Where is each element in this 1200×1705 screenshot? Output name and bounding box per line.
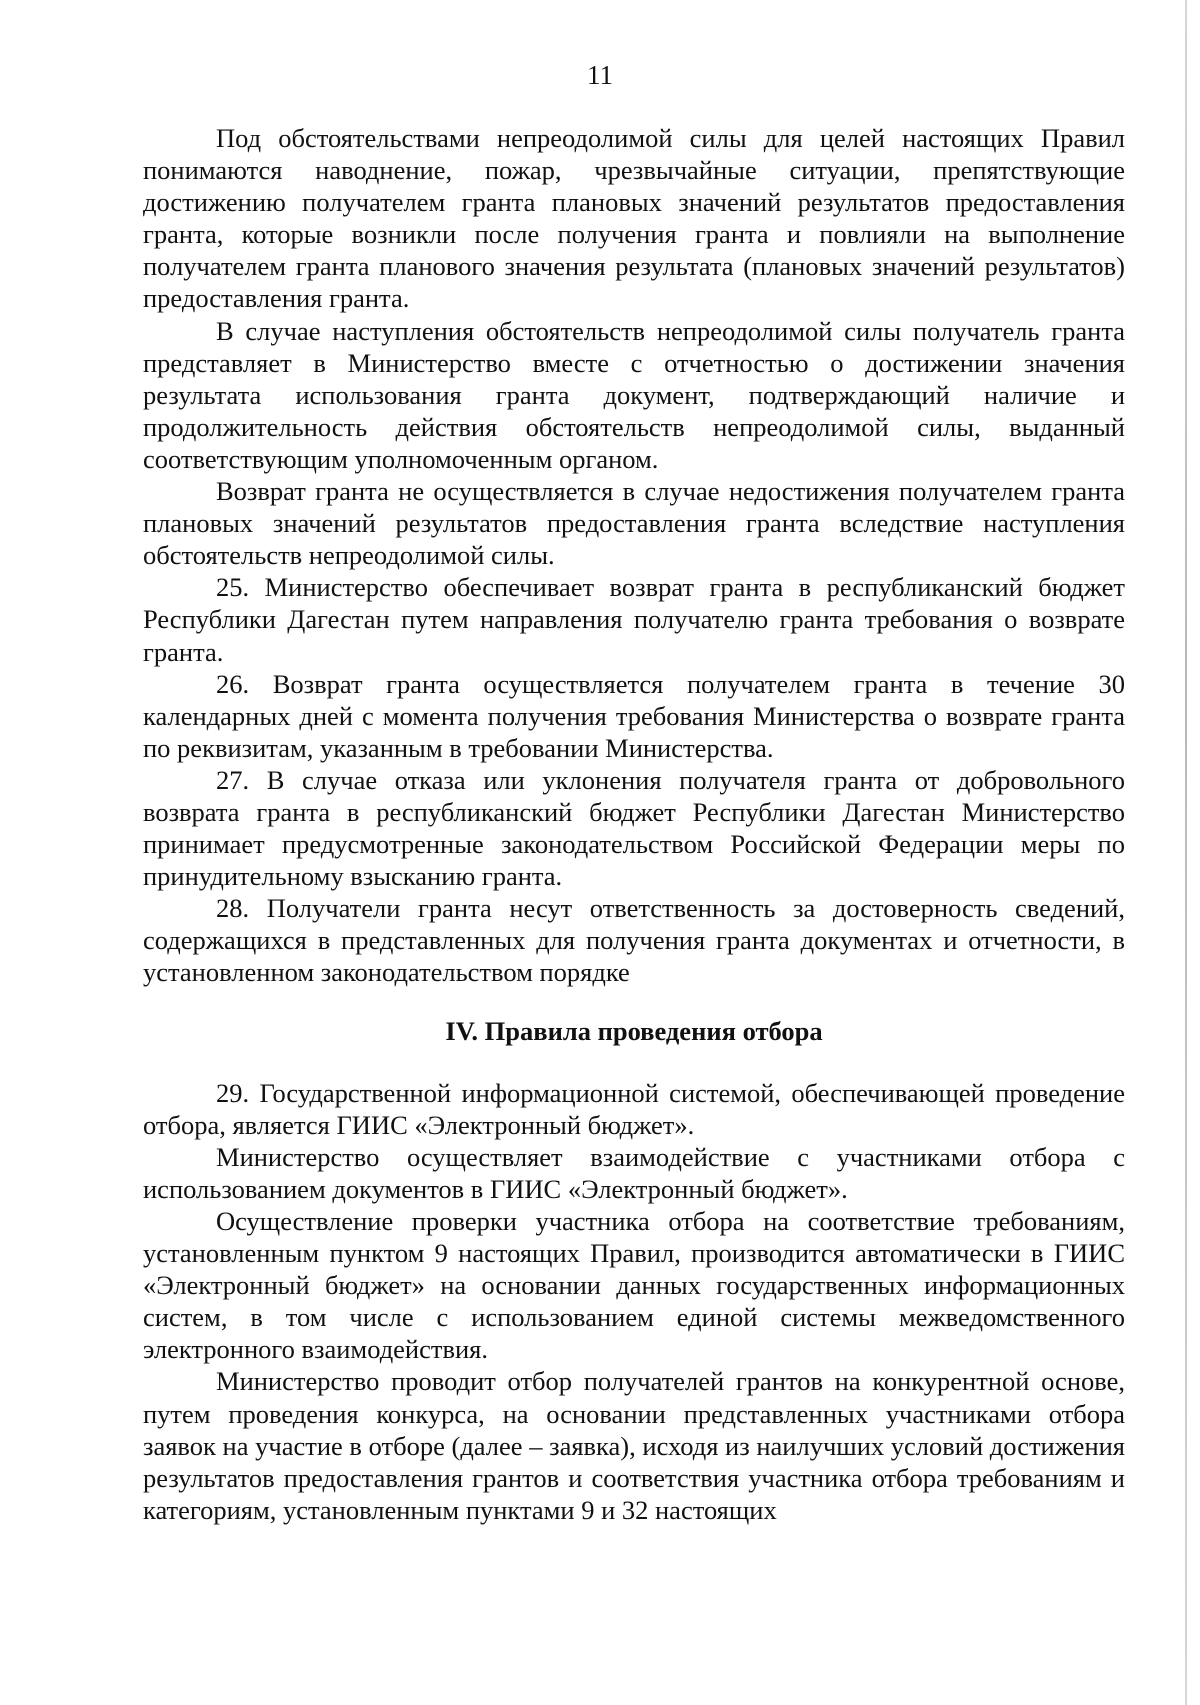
page-number: 11 [587, 60, 613, 90]
paragraph: 28. Получатели гранта несут ответственность за достоверность сведений, содержащихся в представленных для получения гранта документах и отчетности, в установленном законодательством порядке [143, 893, 1125, 988]
section-heading: IV. Правила проведения отбора [445, 1015, 823, 1046]
scan-edge-line [1185, 0, 1187, 1705]
paragraph: Министерство проводит отбор получателей грантов на конкурентной основе, путем проведения конкурса, на основании представленных участниками отбора заявок на участие в отборе (далее – заявка), исходя из наилучших условий достижения результатов предоставления грантов и соответствия участника отбора требованиям и категориям, установленным пунктами 9 и 32 настоящих [143, 1366, 1125, 1525]
paragraph: Осуществление проверки участника отбора на соответствие требованиям, установленным пунктом 9 настоящих Правил, производится автоматически в ГИИС «Электронный бюджет» на основании данных государственных информационных систем, в том числе с использованием единой системы межведомственного электронного взаимодействия. [143, 1206, 1125, 1365]
paragraph: Возврат гранта не осуществляется в случае недостижения получателем гранта плановых значений результатов предоставления гранта вследствие наступления обстоятельств непреодолимой силы. [143, 476, 1125, 571]
paragraph: 26. Возврат гранта осуществляется получателем гранта в течение 30 календарных дней с момента получения требования Министерства о возврате гранта по реквизитам, указанным в требовании Министерства. [143, 668, 1125, 763]
paragraph: Под обстоятельствами непреодолимой силы для целей настоящих Правил понимаются наводнение, пожар, чрезвычайные ситуации, препятствующие достижению получателем гранта плановых значений результатов предоставления гранта, которые возникли после получения гранта и повлияли на выполнение получателем гранта планового значения результата (плановых значений результатов) предоставления гранта. [143, 123, 1125, 314]
paragraph: Министерство осуществляет взаимодействие с участниками отбора с использованием документов в ГИИС «Электронный бюджет». [143, 1141, 1125, 1204]
paragraph: 25. Министерство обеспечивает возврат гранта в республиканский бюджет Республики Дагестан путем направления получателю гранта требования о возврате гранта. [143, 572, 1125, 667]
paragraph: 27. В случае отказа или уклонения получателя гранта от добровольного возврата гранта в республиканский бюджет Республики Дагестан Министерство принимает предусмотренные законодательством Российской Федерации меры по принудительному взысканию гранта. [143, 764, 1125, 892]
paragraph: В случае наступления обстоятельств непреодолимой силы получатель гранта представляет в Министерство вместе с отчетностью о достижении значения результата использования гранта документ, подтверждающий наличие и продолжительность действия обстоятельств непреодолимой силы, выданный соответствующим уполномоченным органом. [143, 315, 1125, 474]
paragraph: 29. Государственной информационной системой, обеспечивающей проведение отбора, является ГИИС «Электронный бюджет». [143, 1077, 1125, 1140]
document-body [143, 122, 1125, 1526]
